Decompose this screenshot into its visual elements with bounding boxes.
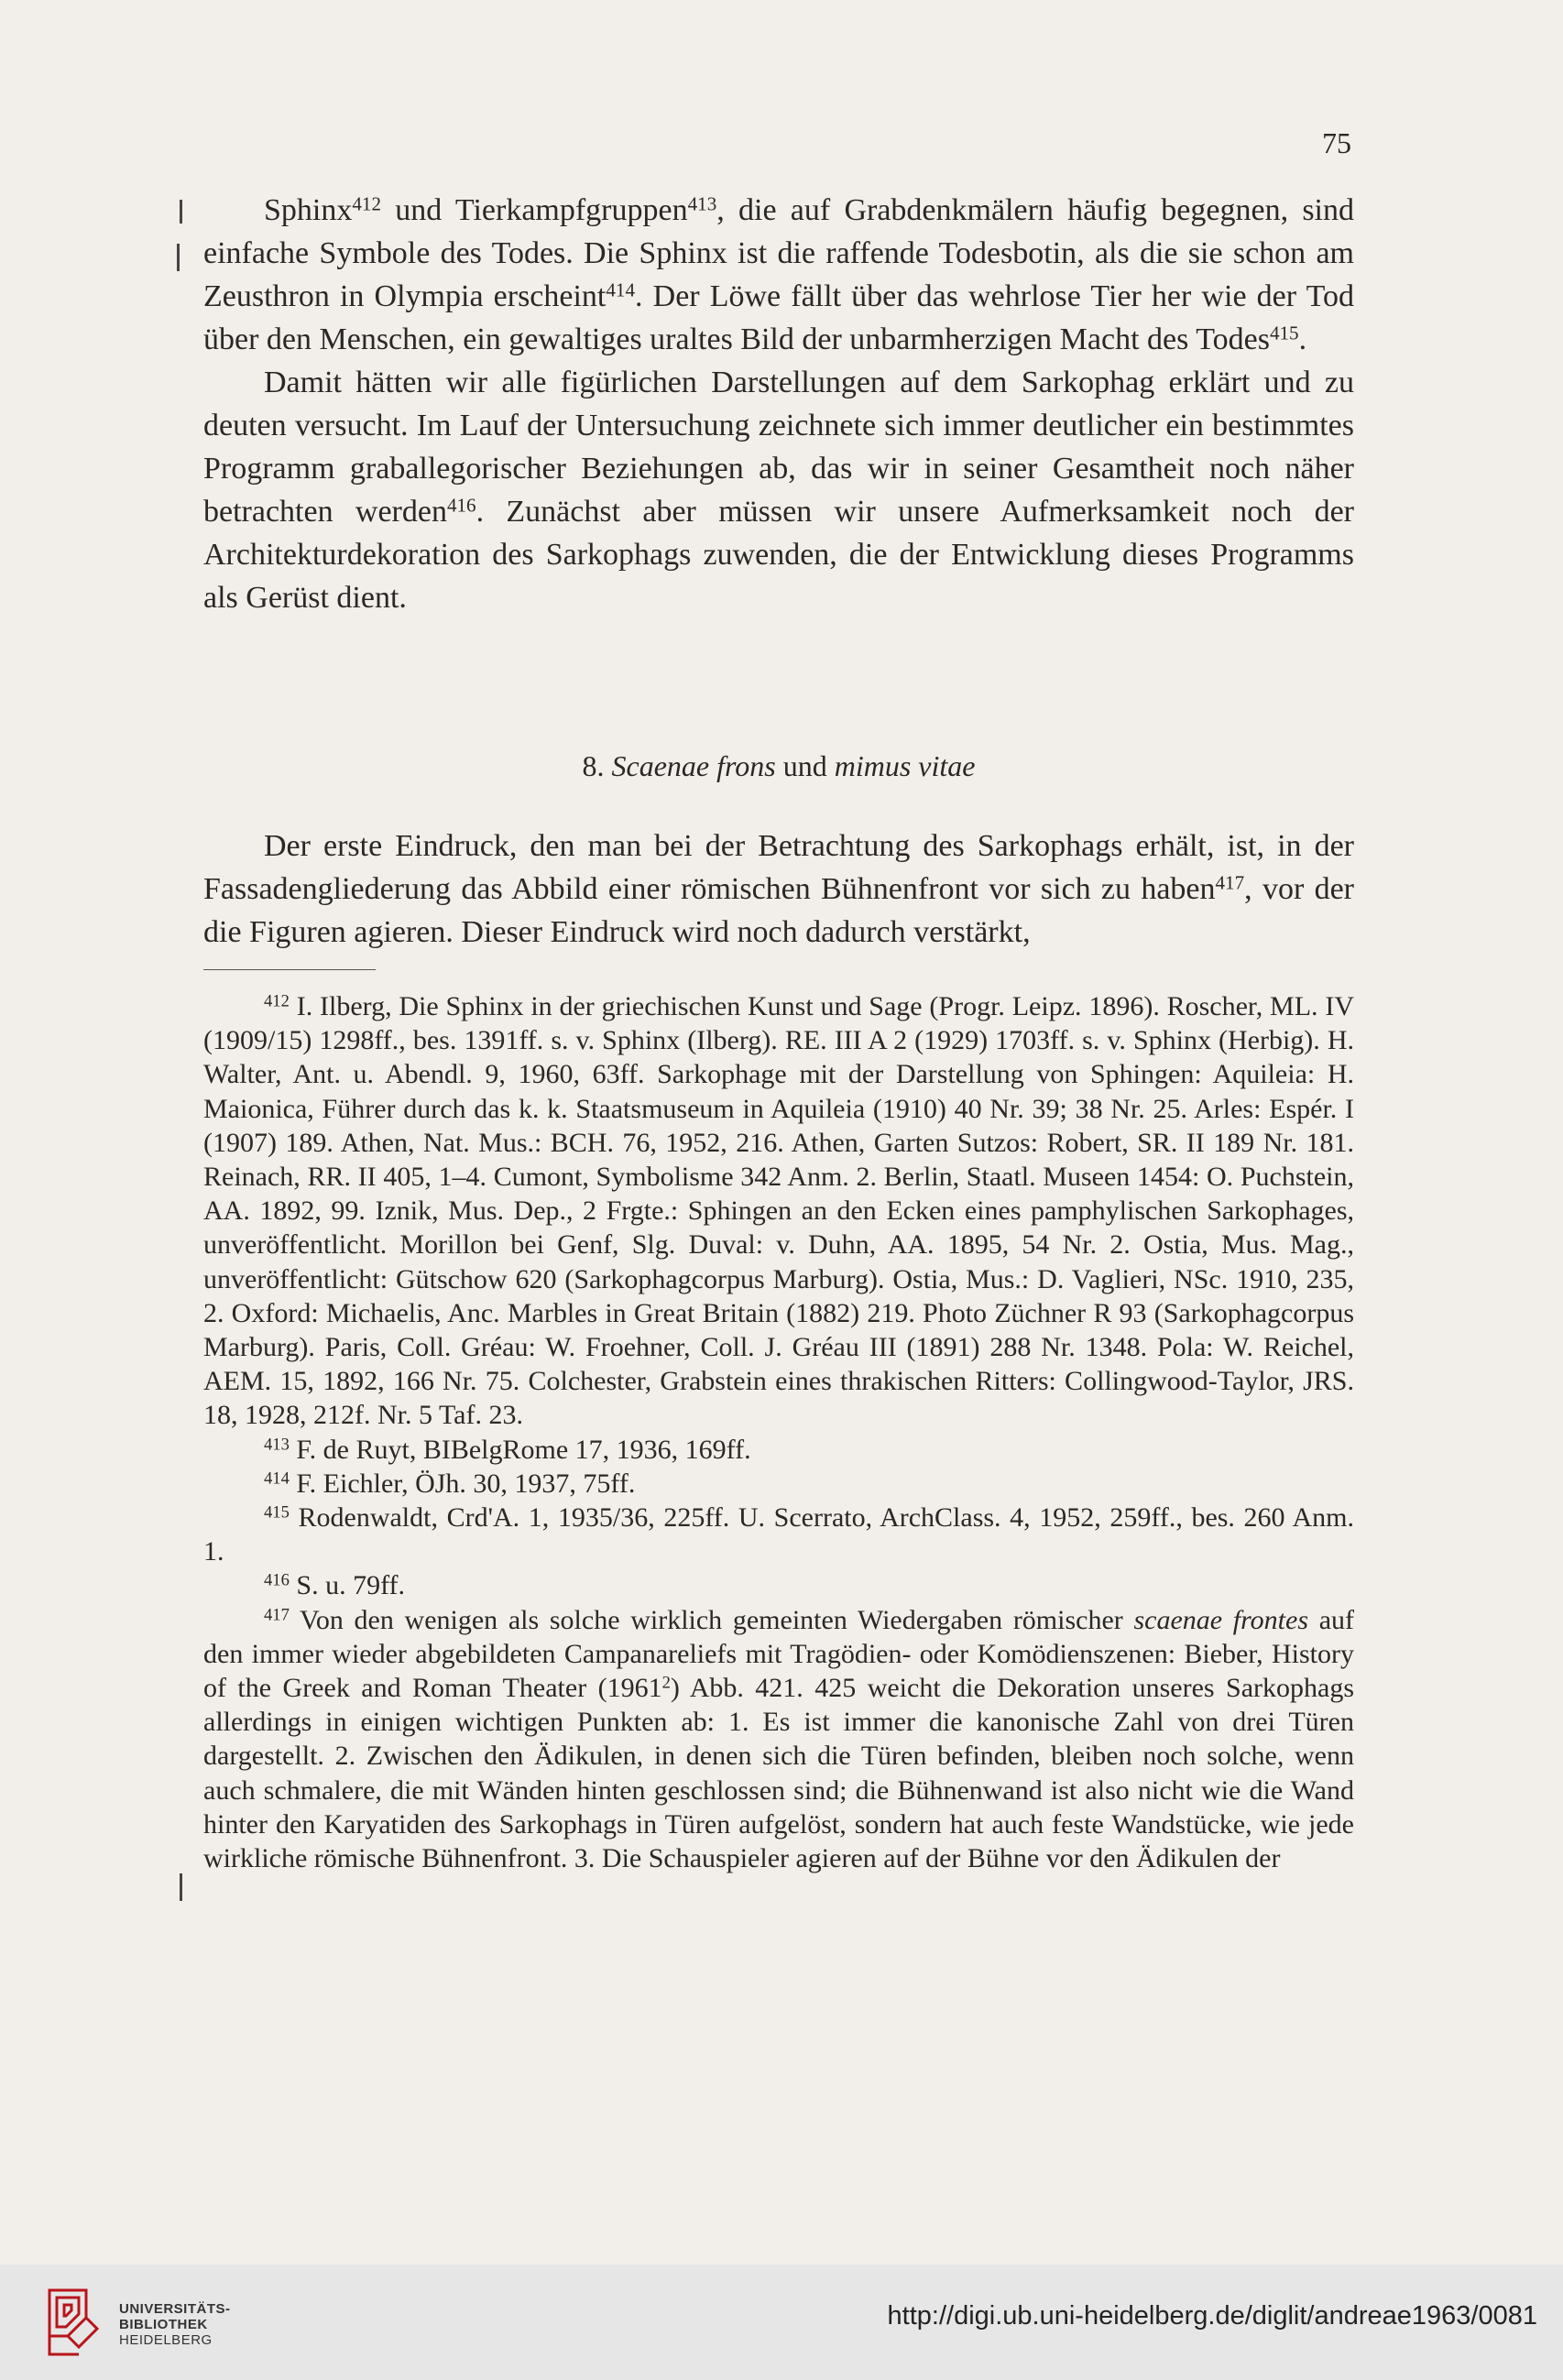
text-run: und Tierkampfgruppen (380, 193, 688, 227)
footnote-ref-413[interactable]: 413 (687, 192, 717, 215)
footnote-text: F. Eichler, ÖJh. 30, 1937, 75ff. (289, 1468, 636, 1499)
footnote-ref-412[interactable]: 412 (352, 192, 381, 215)
section-text-block (203, 824, 1354, 954)
text-run: . (1298, 322, 1307, 356)
text-run: , die auf Grabdenkmälern häufig begegnen, sind einfache Symbole des Todes. Die Sphinx ist die raffende Todesbotin, als die sie schon am Zeusthron in Olympia erscheint (203, 193, 1355, 313)
footnote-text: F. de Ruyt, BIBelgRome 17, 1936, 169ff. (289, 1434, 751, 1465)
footnote-ref-417[interactable]: 417 (1215, 871, 1245, 894)
footnote-417 (203, 1603, 1354, 1876)
footnote-ref-414[interactable]: 414 (606, 278, 636, 301)
permalink-url[interactable]: http://digi.ub.uni-heidelberg.de/diglit/andreae1963/0081 (887, 2301, 1537, 2331)
logo-line: BIBLIOTHEK (119, 2317, 208, 2332)
section-number: 8. (582, 749, 605, 782)
footnote-number: 412 (264, 991, 290, 1011)
margin-mark (177, 244, 180, 271)
section-heading (203, 749, 1354, 783)
footnote-text: I. Ilberg, Die Sphinx in der griechischen Kunst und Sage (Progr. Leipz. 1896). Roscher, ML. IV (1909/15) 1298ff., bes. 1391ff. s. v. Sphinx (Ilberg). RE. III A 2 (1929) 1703ff. s. v. Sphinx (Herbig). H. Walter, Ant. u. Abendl. 9, 1960, 63ff. Sarkophage mit der Darstellung von Sphingen: Aquileia: H. Maionica, Führer durch das k. k. Staatsmuseum in Aquileia (1910) 40 Nr. 39; 38 Nr. 25. Arles: Espér. I (1907) 189. Athen, Nat. Mus.: BCH. 76, 1952, 216. Athen, Garten Sutzos: Robert, SR. II 189 Nr. 181. Reinach, RR. II 405, 1–4. Cumont, Symbolisme 342 Anm. 2. Berlin, Staatl. Museen 1454: O. Puchstein, AA. 1892, 99. Iznik, Mus. Dep., 2 Frgte.: Sphingen an den Ecken eines pamphylischen Sarkophages, unveröffentlicht. Morillon bei Genf, Slg. Duval: v. Duhn, AA. 1895, 54 Nr. 2. Ostia, Mus. Mag., unveröffentlicht: Gütschow 620 (Sarkophagcorpus Marburg). Ostia, Mus.: D. Vaglieri, NSc. 1910, 235, 2. Oxford: Michaelis, Anc. Marbles in Great Britain (1882) 219. Photo Züchner R 93 (Sarkophagcorpus Marburg). Paris, Coll. Gréau: W. Froehner, Coll. J. Gréau III (1891) 288 Nr. 1348. Pola: W. Reichel, AEM. 15, 1892, 166 Nr. 75. Colchester, Grabstein eines thrakischen Ritters: Collingwood-Taylor, JRS. 18, 1928, 212f. Nr. 5 Taf. 23. (203, 991, 1354, 1431)
main-text-block (203, 189, 1354, 619)
footnote-416 (203, 1568, 1354, 1602)
text-run: . Der Löwe fällt über das wehrlose Tier her wie der Tod über den Menschen, ein gewaltiges uraltes Bild der unbarmherzigen Macht des Todes (203, 279, 1354, 356)
page-number: 75 (1322, 126, 1351, 159)
footnote-text: Rodenwaldt, Crd'A. 1, 1935/36, 225ff. U. Scerrato, ArchClass. 4, 1952, 259ff., bes. 260 Anm. 1. (203, 1502, 1354, 1567)
library-logo[interactable] (27, 2276, 231, 2367)
edition-superscript: 2 (661, 1673, 671, 1693)
paragraph-2 (203, 361, 1354, 619)
footnote-text: S. u. 79ff. (289, 1570, 406, 1601)
logo-line: HEIDELBERG (119, 2332, 213, 2348)
footnote-413 (203, 1433, 1354, 1467)
footnote-number: 416 (264, 1571, 290, 1591)
section-title-conjunction: und (782, 749, 827, 782)
section-title-italic: mimus vitae (834, 749, 976, 782)
footnote-415 (203, 1501, 1354, 1568)
footnote-number: 413 (264, 1435, 290, 1455)
footnote-number: 415 (264, 1502, 290, 1523)
footnote-text: ) Abb. 421. 425 weicht die Dekoration unseres Sarkophags allerdings in einigen wichtigen Punkten ab: 1. Es ist immer die kanonische Zahl von drei Türen dargestellt. 2. Zwischen den Ädikulen, in denen sich die Türen befinden, bleiben noch solche, wenn auch schmalere, die mit Wänden hinten geschlossen sind; die Bühnenwand ist also nicht wie die Wand hinter den Karyatiden des Sarkophags in Türen aufgelöst, sondern hat auch feste Wandstücke, wie jede wirkliche römische Bühnenfront. 3. Die Schauspieler agieren auf der Bühne vor den Ädikulen der (203, 1673, 1354, 1874)
margin-mark (180, 200, 182, 224)
library-logo-text (119, 2301, 231, 2348)
text-run: , vor der die Figuren agieren. Dieser Eindruck wird noch dadurch verstärkt, (203, 872, 1354, 949)
footnote-text: auf den immer wieder abgebildeten Campanareliefs mit Tragödien- oder Komödienszenen: Bieber, History of the Greek and Roman Theater (1961 (203, 1604, 1355, 1704)
footnotes-block (203, 989, 1354, 1875)
paragraph-3 (203, 824, 1354, 954)
footnote-italic: scaenae frontes (1133, 1604, 1309, 1635)
text-run: . Zunächst aber müssen wir unsere Aufmerksamkeit noch der Architekturdekoration des Sarkophags zuwenden, die der Entwicklung dieses Programms als Gerüst dient. (203, 495, 1354, 615)
footnote-412 (203, 989, 1354, 1433)
text-run: Der erste Eindruck, den man bei der Betrachtung des Sarkophags erhält, ist, in der Fassadengliederung das Abbild einer römischen Bühnenfront vor sich zu haben (203, 829, 1354, 906)
margin-mark (180, 1873, 182, 1901)
library-logo-icon (40, 2281, 104, 2364)
section-title-italic: Scaenae frons (611, 749, 776, 782)
text-run: Sphinx (264, 193, 353, 227)
footnote-text: Von den wenigen als solche wirklich gemeinten Wiedergaben römischer (289, 1604, 1134, 1635)
footnote-414 (203, 1467, 1354, 1501)
footnote-number: 417 (264, 1605, 290, 1625)
footnote-number: 414 (264, 1468, 290, 1489)
footnote-ref-415[interactable]: 415 (1269, 322, 1299, 344)
footnote-divider (203, 969, 376, 970)
footnote-ref-416[interactable]: 416 (446, 494, 476, 517)
text-run: Damit hätten wir alle figürlichen Darstellungen auf dem Sarkophag erklärt und zu deuten versucht. Im Lauf der Untersuchung zeichnete sich immer deutlicher ein bestimmtes Programm graballegorischer Beziehungen ab, das wir in seiner Gesamtheit noch näher betrachten werden (203, 366, 1354, 529)
viewer-footer (0, 2265, 1563, 2380)
logo-line: UNIVERSITÄTS- (119, 2301, 231, 2317)
paragraph-1 (203, 189, 1354, 361)
